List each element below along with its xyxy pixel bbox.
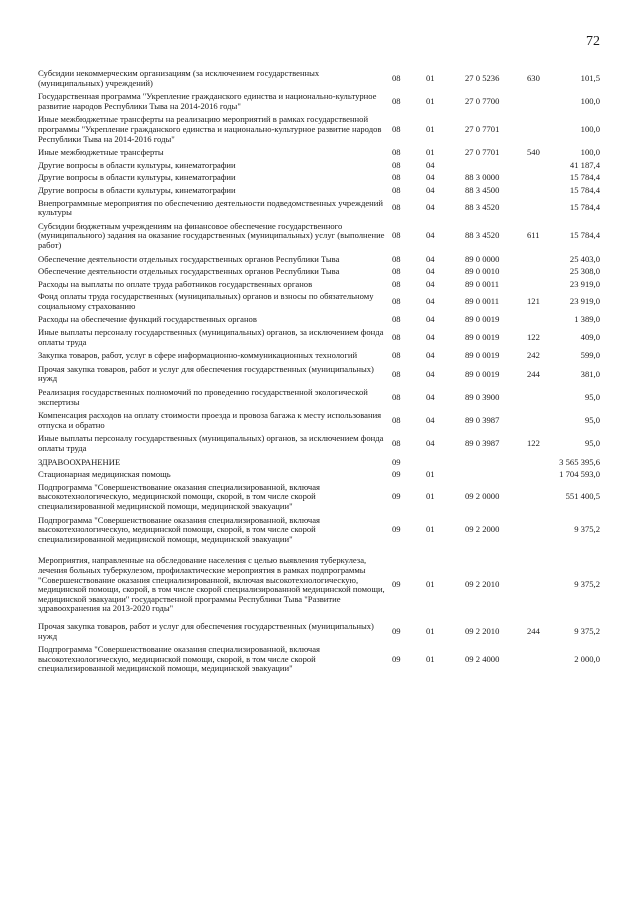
row-pr: 04 bbox=[426, 184, 435, 195]
row-rz: 08 bbox=[392, 123, 401, 134]
row-csr: 27 0 5236 bbox=[465, 72, 500, 83]
row-name: Внепрограммные мероприятия по обеспечению деятельности подведомственных учреждений культуры bbox=[38, 197, 383, 218]
row-csr: 89 0 0019 bbox=[465, 368, 500, 379]
row-name: Компенсация расходов на оплату стоимости проезда и провоза багажа к месту использования отпуска и обратно bbox=[38, 410, 382, 430]
table-row bbox=[38, 470, 602, 480]
table-row bbox=[38, 92, 602, 111]
row-name: Закупка товаров, работ, услуг в сфере информационно-коммуникационных технологий bbox=[38, 350, 358, 361]
row-name: Иные межбюджетные трансферты bbox=[38, 147, 164, 158]
row-rz: 08 bbox=[392, 159, 401, 170]
row-vr: 611 bbox=[527, 230, 540, 241]
row-pr: 01 bbox=[426, 653, 435, 664]
row-rz: 08 bbox=[392, 415, 401, 426]
row-csr: 89 0 0019 bbox=[465, 314, 500, 325]
row-name: Прочая закупка товаров, работ и услуг для обеспечения государственных (муниципальных) нужд bbox=[38, 363, 374, 384]
row-name: Другие вопросы в области культуры, кинематографии bbox=[38, 159, 236, 170]
row-pr: 01 bbox=[426, 72, 435, 83]
row-sum: 100,0 bbox=[580, 147, 600, 158]
row-sum: 381,0 bbox=[580, 368, 600, 379]
row-rz: 08 bbox=[392, 253, 401, 264]
row-sum: 101,5 bbox=[580, 72, 600, 83]
table-row bbox=[38, 434, 602, 453]
table-row bbox=[38, 161, 602, 171]
table-row bbox=[38, 315, 602, 325]
table-row bbox=[38, 556, 602, 614]
row-name: Подпрограмма "Совершенствование оказания специализированной, включая высокотехнологическую, медицинской помощи, скорой, в том числе скорой специализированной медицинской помощи, медицинской эвакуации" bbox=[38, 514, 321, 544]
table-row bbox=[38, 186, 602, 196]
row-name: Обеспечение деятельности отдельных государственных органов Республики Тыва bbox=[38, 253, 340, 264]
row-sum: 23 919,0 bbox=[569, 278, 600, 289]
row-rz: 09 bbox=[392, 579, 401, 590]
row-sum: 25 308,0 bbox=[569, 266, 600, 277]
row-vr: 244 bbox=[527, 625, 540, 636]
row-csr: 88 3 4520 bbox=[465, 230, 500, 241]
row-pr: 04 bbox=[426, 296, 435, 307]
row-name: Стационарная медицинская помощь bbox=[38, 469, 171, 480]
row-pr: 04 bbox=[426, 278, 435, 289]
row-name: Иные выплаты персоналу государственных (муниципальных) органов, за исключением фонда оплаты труда bbox=[38, 327, 384, 347]
row-pr: 01 bbox=[426, 147, 435, 158]
row-sum: 2 000,0 bbox=[574, 653, 600, 664]
table-row bbox=[38, 483, 602, 512]
row-name: Расходы на выплаты по оплате труда работников государственных органов bbox=[38, 278, 313, 289]
row-name: Другие вопросы в области культуры, кинематографии bbox=[38, 172, 236, 183]
row-rz: 08 bbox=[392, 147, 401, 158]
table-row bbox=[38, 516, 602, 545]
row-sum: 95,0 bbox=[584, 391, 600, 402]
row-name: Субсидии бюджетным учреждениям на финансовое обеспечение государственного (муниципального) задания на оказание государственных (муниципальных) услуг (выполнение работ) bbox=[38, 220, 385, 250]
row-sum: 41 187,4 bbox=[569, 159, 600, 170]
row-rz: 08 bbox=[392, 296, 401, 307]
row-sum: 100,0 bbox=[580, 123, 600, 134]
table-row bbox=[38, 351, 602, 361]
row-name: Расходы на обеспечение функций государственных органов bbox=[38, 314, 257, 325]
table-row bbox=[38, 292, 602, 311]
row-pr: 04 bbox=[426, 331, 435, 342]
row-pr: 04 bbox=[426, 253, 435, 264]
row-pr: 01 bbox=[426, 95, 435, 106]
row-name: Другие вопросы в области культуры, кинематографии bbox=[38, 184, 236, 195]
table-row bbox=[38, 388, 602, 407]
row-rz: 08 bbox=[392, 230, 401, 241]
row-rz: 08 bbox=[392, 72, 401, 83]
row-rz: 09 bbox=[392, 653, 401, 664]
table-row bbox=[38, 328, 602, 347]
row-csr: 88 3 0000 bbox=[465, 172, 500, 183]
table-row bbox=[38, 222, 602, 251]
row-pr: 04 bbox=[426, 368, 435, 379]
row-pr: 04 bbox=[426, 438, 435, 449]
row-csr: 89 0 3987 bbox=[465, 438, 500, 449]
row-vr: 122 bbox=[527, 331, 540, 342]
row-rz: 08 bbox=[392, 350, 401, 361]
row-pr: 01 bbox=[426, 123, 435, 134]
row-sum: 551 400,5 bbox=[565, 491, 600, 502]
table-row bbox=[38, 115, 602, 144]
row-name: Субсидии некоммерческим организациям (за исключением государственных (муниципальных) учреждений) bbox=[38, 68, 320, 88]
table-row bbox=[38, 255, 602, 265]
row-vr: 630 bbox=[527, 72, 540, 83]
table-row bbox=[38, 199, 602, 218]
row-csr: 27 0 7700 bbox=[465, 95, 500, 106]
row-sum: 95,0 bbox=[584, 415, 600, 426]
row-pr: 01 bbox=[426, 469, 435, 480]
row-rz: 08 bbox=[392, 391, 401, 402]
row-sum: 15 784,4 bbox=[569, 184, 600, 195]
row-name: ЗДРАВООХРАНЕНИЕ bbox=[38, 456, 121, 467]
row-csr: 09 2 2000 bbox=[465, 524, 500, 535]
row-pr: 04 bbox=[426, 415, 435, 426]
row-rz: 08 bbox=[392, 172, 401, 183]
row-name: Прочая закупка товаров, работ и услуг для обеспечения государственных (муниципальных) нужд bbox=[38, 620, 374, 641]
row-rz: 09 bbox=[392, 491, 401, 502]
row-name: Мероприятия, направленные на обследование населения с целью выявления туберкулеза, лечения больных туберкулезом, профилактические мероприятия в рамках подпрограммы "Совершенствование оказания специализированной, включая высокотехнологическую, медицинской помощи, скорой, в том числе скорой специализированной медицинской помощи, медицинской эвакуации" государственной программы Республики Тыва "Развитие здравоохранения на 2013-2020 годы" bbox=[38, 555, 385, 614]
table-row bbox=[38, 148, 602, 158]
table-row bbox=[38, 173, 602, 183]
row-sum: 9 375,2 bbox=[574, 625, 600, 636]
row-vr: 122 bbox=[527, 438, 540, 449]
row-rz: 09 bbox=[392, 524, 401, 535]
row-name: Государственная программа "Укрепление гражданского единства и национально-культурное развитие народов Республики Тыва на 2014-2016 годы" bbox=[38, 91, 377, 111]
row-sum: 9 375,2 bbox=[574, 579, 600, 590]
row-sum: 3 565 395,6 bbox=[559, 456, 600, 467]
row-csr: 09 2 2010 bbox=[465, 579, 500, 590]
row-sum: 15 784,4 bbox=[569, 202, 600, 213]
row-vr: 540 bbox=[527, 147, 540, 158]
row-csr: 89 0 0019 bbox=[465, 331, 500, 342]
row-sum: 100,0 bbox=[580, 95, 600, 106]
row-name: Реализация государственных полномочий по проведению государственной экологической экспертизы bbox=[38, 387, 368, 407]
row-pr: 04 bbox=[426, 159, 435, 170]
row-csr: 88 3 4520 bbox=[465, 202, 500, 213]
table-row bbox=[38, 411, 602, 430]
row-csr: 09 2 0000 bbox=[465, 491, 500, 502]
row-sum: 599,0 bbox=[580, 350, 600, 361]
row-sum: 15 784,4 bbox=[569, 230, 600, 241]
row-vr: 244 bbox=[527, 368, 540, 379]
row-rz: 08 bbox=[392, 314, 401, 325]
row-csr: 09 2 4000 bbox=[465, 653, 500, 664]
row-rz: 08 bbox=[392, 202, 401, 213]
row-pr: 04 bbox=[426, 391, 435, 402]
row-rz: 08 bbox=[392, 331, 401, 342]
row-name: Иные межбюджетные трансферты на реализацию мероприятий в рамках государственной программы "Укрепление гражданского единства и национально-культурное развитие народов Республики Тыва на 2014-2016 годы" bbox=[38, 114, 382, 144]
budget-table bbox=[38, 69, 602, 678]
row-csr: 89 0 3900 bbox=[465, 391, 500, 402]
row-pr: 01 bbox=[426, 579, 435, 590]
row-sum: 1 704 593,0 bbox=[559, 469, 600, 480]
row-csr: 09 2 2010 bbox=[465, 625, 500, 636]
row-sum: 1 389,0 bbox=[574, 314, 600, 325]
table-row bbox=[38, 267, 602, 277]
row-name: Иные выплаты персоналу государственных (муниципальных) органов, за исключением фонда оплаты труда bbox=[38, 433, 384, 453]
row-pr: 01 bbox=[426, 625, 435, 636]
row-pr: 04 bbox=[426, 202, 435, 213]
row-pr: 04 bbox=[426, 230, 435, 241]
row-csr: 27 0 7701 bbox=[465, 147, 500, 158]
row-pr: 01 bbox=[426, 491, 435, 502]
row-sum: 25 403,0 bbox=[569, 253, 600, 264]
row-name: Подпрограмма "Совершенствование оказания специализированной, включая высокотехнологическую, медицинской помощи, скорой, в том числе скорой специализированной медицинской помощи, медицинской эвакуации" bbox=[38, 481, 321, 511]
table-row bbox=[38, 622, 602, 641]
table-row bbox=[38, 365, 602, 384]
row-sum: 9 375,2 bbox=[574, 524, 600, 535]
page-number: 72 bbox=[586, 34, 600, 49]
row-rz: 08 bbox=[392, 184, 401, 195]
row-sum: 95,0 bbox=[584, 438, 600, 449]
table-row bbox=[38, 280, 602, 290]
table-row bbox=[38, 458, 602, 468]
row-vr: 242 bbox=[527, 350, 540, 361]
row-csr: 89 0 0011 bbox=[465, 296, 500, 307]
row-rz: 08 bbox=[392, 278, 401, 289]
row-sum: 23 919,0 bbox=[569, 296, 600, 307]
row-csr: 88 3 4500 bbox=[465, 184, 500, 195]
row-csr: 89 0 0019 bbox=[465, 350, 500, 361]
row-csr: 89 0 0010 bbox=[465, 266, 500, 277]
row-rz: 08 bbox=[392, 266, 401, 277]
row-name: Подпрограмма "Совершенствование оказания специализированной, включая высокотехнологическую, медицинской помощи, скорой, в том числе скорой специализированной медицинской помощи, медицинской эвакуации" bbox=[38, 644, 321, 674]
row-csr: 89 0 0011 bbox=[465, 278, 500, 289]
row-pr: 04 bbox=[426, 172, 435, 183]
row-pr: 04 bbox=[426, 314, 435, 325]
row-rz: 08 bbox=[392, 95, 401, 106]
row-name: Фонд оплаты труда государственных (муниципальных) органов и взносы по обязательному социальному страхованию bbox=[38, 291, 374, 311]
row-sum: 409,0 bbox=[580, 331, 600, 342]
table-row bbox=[38, 69, 602, 88]
row-rz: 09 bbox=[392, 625, 401, 636]
row-rz: 09 bbox=[392, 456, 401, 467]
row-vr: 121 bbox=[527, 296, 540, 307]
row-name: Обеспечение деятельности отдельных государственных органов Республики Тыва bbox=[38, 266, 340, 277]
row-csr: 27 0 7701 bbox=[465, 123, 500, 134]
row-rz: 08 bbox=[392, 368, 401, 379]
row-pr: 01 bbox=[426, 524, 435, 535]
row-csr: 89 0 0000 bbox=[465, 253, 500, 264]
row-pr: 04 bbox=[426, 350, 435, 361]
row-rz: 08 bbox=[392, 438, 401, 449]
row-pr: 04 bbox=[426, 266, 435, 277]
table-row bbox=[38, 645, 602, 674]
row-sum: 15 784,4 bbox=[569, 172, 600, 183]
row-rz: 09 bbox=[392, 469, 401, 480]
row-csr: 89 0 3987 bbox=[465, 415, 500, 426]
